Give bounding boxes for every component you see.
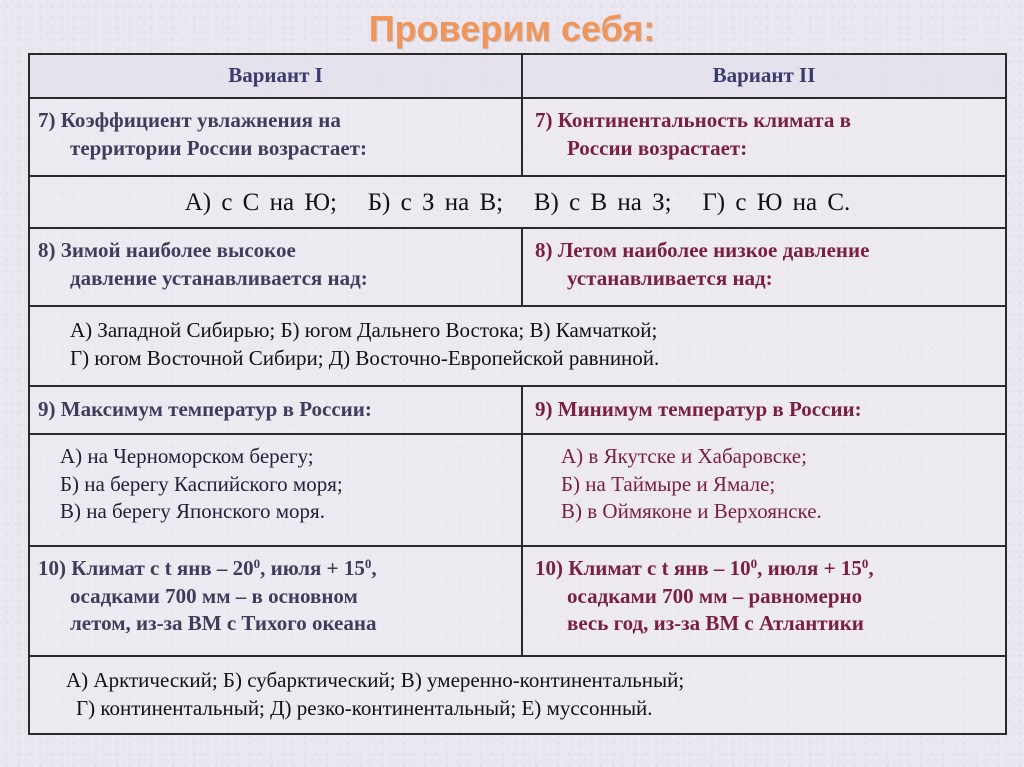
- q9-v2-answer-b: Б) на Таймыре и Ямале;: [561, 471, 776, 496]
- q10-v1-line2: осадками 700 мм – в основном: [70, 583, 358, 608]
- q10-v2-line3: весь год, из-за ВМ с Атлантики: [567, 611, 864, 636]
- page-title: Проверим себя:: [368, 8, 656, 49]
- degree-mark: 0: [253, 556, 261, 571]
- degree-mark: 0: [861, 556, 869, 571]
- q10-variant-2-question: [522, 546, 1006, 656]
- q7-variant-1-question: [29, 98, 522, 176]
- q7-v1-line2: территории России возрастает:: [70, 135, 367, 160]
- q8-variant-2-question: [522, 228, 1006, 306]
- q8-v1-line1: 8) Зимой наиболее высокое: [38, 238, 296, 262]
- q10-v2-line1: [535, 555, 995, 583]
- q7-answers: [29, 176, 1006, 228]
- q7-answers-text: А) с С на Ю; Б) с З на В; В) с В на З; Г) с Ю на С.: [184, 188, 851, 216]
- variant-1-header: Вариант I: [29, 54, 522, 98]
- q9-variant-2-question: 9) Минимум температур в России:: [522, 386, 1006, 434]
- q9-variant-1-answers: [29, 434, 522, 546]
- q10-v2-line1-part-c: ,: [868, 556, 874, 580]
- q9-question-row: [29, 386, 1006, 434]
- quiz-table: [28, 53, 1007, 735]
- q9-v1-answer-a: А) на Черноморском берегу;: [60, 444, 314, 468]
- q9-variant-2-answers: [522, 434, 1006, 546]
- q9-v1-answer-c: В) на берегу Японского моря.: [60, 499, 325, 524]
- q10-v1-line1-part-a: 10) Климат с t янв – 20: [38, 556, 254, 580]
- q9-v2-answer-c: В) в Оймяконе и Верхоянске.: [561, 499, 822, 524]
- q10-v2-line1-part-b: , июля + 15: [757, 556, 862, 580]
- variant-2-header: Вариант II: [522, 54, 1006, 98]
- q8-answers-line2: Г) югом Восточной Сибири; Д) Восточно-Европейской равниной.: [70, 345, 660, 370]
- q8-question-row: [29, 228, 1006, 306]
- q10-v1-line1-part-b: , июля + 15: [260, 556, 365, 580]
- q7-variant-2-question: [522, 98, 1006, 176]
- q10-v1-line1: [38, 555, 511, 583]
- q8-v2-line1: 8) Летом наиболее низкое давление: [535, 238, 870, 262]
- q9-variant-1-question: 9) Максимум температур в России:: [29, 386, 522, 434]
- q7-v2-line2: России возрастает:: [567, 135, 748, 160]
- q9-v1-answer-b: Б) на берегу Каспийского моря;: [60, 471, 343, 496]
- q10-v2-line2: осадками 700 мм – равномерно: [567, 583, 863, 608]
- q8-v2-line2: устанавливается над:: [567, 265, 773, 290]
- q10-v2-line1-part-a: 10) Климат с t янв – 10: [535, 556, 751, 580]
- q10-v1-line3: летом, из-за ВМ с Тихого океана: [70, 611, 377, 636]
- q10-answers-line1: А) Арктический; Б) субарктический; В) умеренно-континентальный;: [66, 668, 685, 692]
- q10-question-row: [29, 546, 1006, 656]
- q7-answers-row: [29, 176, 1006, 228]
- q7-question-row: [29, 98, 1006, 176]
- q7-v1-line1: 7) Коэффициент увлажнения на: [38, 108, 341, 132]
- q10-variant-1-question: [29, 546, 522, 656]
- degree-mark: 0: [750, 556, 758, 571]
- q8-answers-line1: А) Западной Сибирью; Б) югом Дальнего Востока; В) Камчаткой;: [70, 318, 658, 342]
- q10-answers: [29, 656, 1006, 734]
- q8-answers-row: [29, 306, 1006, 386]
- q8-v1-line2: давление устанавливается над:: [70, 265, 368, 290]
- q7-v2-line1: 7) Континентальность климата в: [535, 108, 851, 132]
- q8-variant-1-question: [29, 228, 522, 306]
- q10-answers-row: [29, 656, 1006, 734]
- degree-mark: 0: [364, 556, 372, 571]
- q8-answers: [29, 306, 1006, 386]
- q9-v2-answer-a: А) в Якутске и Хабаровске;: [561, 444, 807, 468]
- q9-answers-row: [29, 434, 1006, 546]
- q10-answers-line2: Г) континентальный; Д) резко-континентальный; Е) муссонный.: [76, 695, 653, 720]
- header-row: [29, 54, 1006, 98]
- q10-v1-line1-part-c: ,: [371, 556, 377, 580]
